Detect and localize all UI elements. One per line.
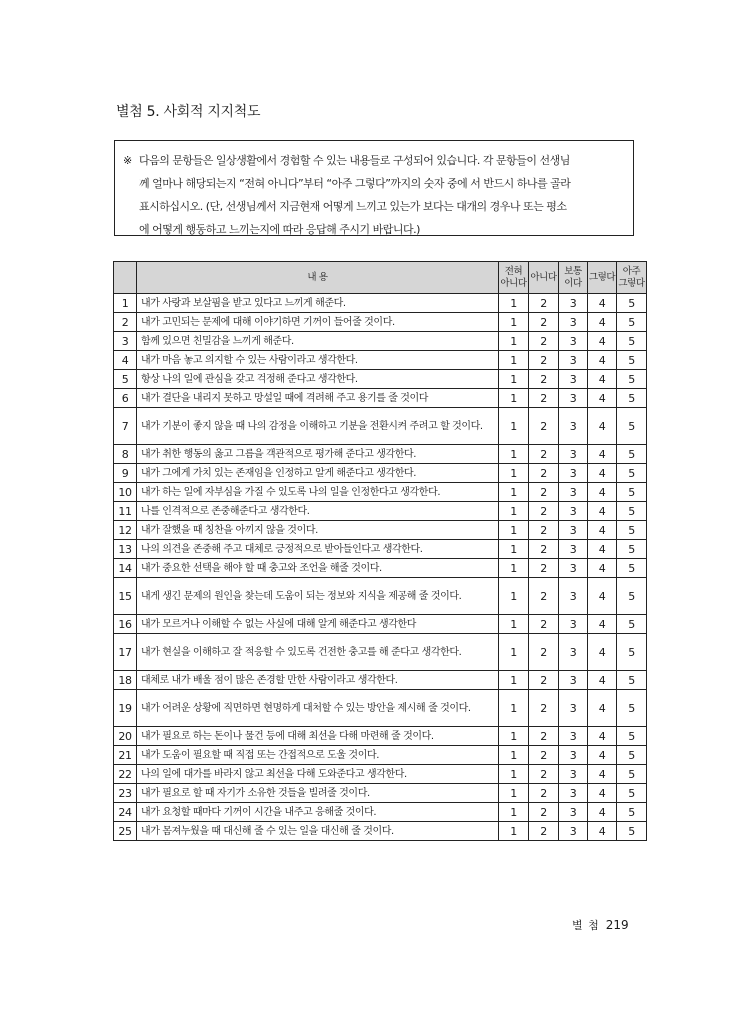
item-text: 내가 중요한 선택을 해야 할 때 충고와 조언을 해줄 것이다.: [137, 559, 499, 578]
scale-option-3[interactable]: 3: [559, 332, 588, 351]
scale-option-4[interactable]: 4: [588, 765, 617, 784]
scale-option-2[interactable]: 2: [529, 690, 559, 727]
item-number: 23: [114, 784, 137, 803]
scale-option-5[interactable]: 5: [617, 294, 647, 313]
table-row: [114, 822, 647, 841]
item-text: 내가 모르거나 이해할 수 없는 사실에 대해 알게 해준다고 생각한다: [137, 615, 499, 634]
item-text: 나의 일에 대가를 바라지 않고 최선을 다해 도와준다고 생각한다.: [137, 765, 499, 784]
scale-option-5[interactable]: 5: [617, 727, 647, 746]
scale-option-5[interactable]: 5: [617, 332, 647, 351]
header-response-2: [529, 262, 559, 294]
scale-option-2[interactable]: 2: [529, 389, 559, 408]
scale-option-5[interactable]: 5: [617, 634, 647, 671]
item-text: 내가 필요로 하는 돈이나 물건 등에 대해 최선을 다해 마련해 줄 것이다.: [137, 727, 499, 746]
item-text: 내게 생긴 문제의 원인을 찾는데 도움이 되는 정보와 지식을 제공해 줄 것이다.: [137, 578, 499, 615]
item-text: 내가 사랑과 보살핌을 받고 있다고 느끼게 해준다.: [137, 294, 499, 313]
scale-option-5[interactable]: 5: [617, 822, 647, 841]
item-number: 2: [114, 313, 137, 332]
table-row: [114, 389, 647, 408]
item-number: 1: [114, 294, 137, 313]
scale-option-1[interactable]: 1: [499, 502, 529, 521]
scale-option-1[interactable]: 1: [499, 822, 529, 841]
instruction-line: 표시하십시오. (단, 선생님께서 지금현재 어떻게 느끼고 있는가 보다는 대개의 경우나 또는 평소: [139, 200, 567, 213]
scale-option-2[interactable]: 2: [529, 332, 559, 351]
scale-option-2[interactable]: 2: [529, 502, 559, 521]
scale-option-1[interactable]: 1: [499, 389, 529, 408]
scale-option-1[interactable]: 1: [499, 294, 529, 313]
table-row: [114, 784, 647, 803]
scale-option-3[interactable]: 3: [559, 313, 588, 332]
scale-option-4[interactable]: 4: [588, 615, 617, 634]
reference-mark: ※: [123, 154, 132, 167]
response-label-line: 보통: [564, 265, 582, 277]
scale-option-4[interactable]: 4: [588, 521, 617, 540]
scale-option-3[interactable]: 3: [559, 521, 588, 540]
scale-option-5[interactable]: 5: [617, 765, 647, 784]
table-header-row: [114, 262, 647, 294]
table-row: [114, 727, 647, 746]
scale-option-1[interactable]: 1: [499, 313, 529, 332]
table-row: [114, 746, 647, 765]
page-title: 별첨 5. 사회적 지지척도: [116, 104, 261, 120]
scale-option-2[interactable]: 2: [529, 822, 559, 841]
table-row: [114, 502, 647, 521]
scale-option-2[interactable]: 2: [529, 464, 559, 483]
scale-option-5[interactable]: 5: [617, 690, 647, 727]
scale-option-2[interactable]: 2: [529, 784, 559, 803]
header-response-5: [617, 262, 647, 294]
item-text: 내가 도움이 필요할 때 직접 또는 간접적으로 도울 것이다.: [137, 746, 499, 765]
item-text: 내가 기분이 좋지 않을 때 나의 감정을 이해하고 기분을 전환시켜 주려고 할 것이다.: [137, 408, 499, 445]
item-number: 7: [114, 408, 137, 445]
scale-option-3[interactable]: 3: [559, 784, 588, 803]
scale-option-4[interactable]: 4: [588, 784, 617, 803]
instruction-line: 에 어떻게 행동하고 느끼는지에 따라 응답해 주시기 바랍니다.): [139, 223, 420, 236]
scale-option-2[interactable]: 2: [529, 351, 559, 370]
scale-option-1[interactable]: 1: [499, 464, 529, 483]
scale-option-4[interactable]: 4: [588, 671, 617, 690]
scale-option-4[interactable]: 4: [588, 502, 617, 521]
scale-option-4[interactable]: 4: [588, 578, 617, 615]
scale-option-2[interactable]: 2: [529, 408, 559, 445]
response-label-line: 아주: [622, 265, 641, 277]
header-response-4: [588, 262, 617, 294]
scale-option-5[interactable]: 5: [617, 313, 647, 332]
scale-option-3[interactable]: 3: [559, 502, 588, 521]
scale-option-3[interactable]: 3: [559, 408, 588, 445]
item-number: 16: [114, 615, 137, 634]
scale-option-5[interactable]: 5: [617, 483, 647, 502]
response-label-line: 아니다: [530, 271, 557, 283]
instruction-line: 다음의 문항들은 일상생활에서 경험할 수 있는 내용들로 구성되어 있습니다. 각 문항들이 선생님: [139, 154, 570, 167]
item-number: 18: [114, 671, 137, 690]
scale-option-1[interactable]: 1: [499, 445, 529, 464]
scale-option-2[interactable]: 2: [529, 578, 559, 615]
item-number: 13: [114, 540, 137, 559]
scale-option-4[interactable]: 4: [588, 690, 617, 727]
scale-option-4[interactable]: 4: [588, 803, 617, 822]
scale-option-3[interactable]: 3: [559, 615, 588, 634]
table-row: [114, 559, 647, 578]
scale-option-2[interactable]: 2: [529, 540, 559, 559]
scale-option-5[interactable]: 5: [617, 578, 647, 615]
item-text: 대체로 내가 배울 점이 많은 존경할 만한 사람이라고 생각한다.: [137, 671, 499, 690]
table-row: [114, 615, 647, 634]
scale-option-4[interactable]: 4: [588, 294, 617, 313]
item-text: 항상 나의 일에 관심을 갖고 걱정해 준다고 생각한다.: [137, 370, 499, 389]
item-text: 나의 의견을 존중해 주고 대체로 긍정적으로 받아들인다고 생각한다.: [137, 540, 499, 559]
scale-option-3[interactable]: 3: [559, 483, 588, 502]
scale-option-4[interactable]: 4: [588, 351, 617, 370]
item-text: 내가 몸져누웠을 때 대신해 줄 수 있는 일을 대신해 줄 것이다.: [137, 822, 499, 841]
scale-option-5[interactable]: 5: [617, 408, 647, 445]
scale-option-1[interactable]: 1: [499, 483, 529, 502]
scale-option-3[interactable]: 3: [559, 559, 588, 578]
instruction-line: 께 얼마나 해당되는지 “전혀 아니다”부터 “아주 그렇다”까지의 숫자 중에 서 반드시 하나를 골라: [139, 177, 571, 190]
item-number: 8: [114, 445, 137, 464]
scale-option-2[interactable]: 2: [529, 483, 559, 502]
table-row: [114, 578, 647, 615]
response-label-line: 아니다: [500, 277, 527, 289]
scale-option-4[interactable]: 4: [588, 634, 617, 671]
scale-option-5[interactable]: 5: [617, 746, 647, 765]
scale-option-5[interactable]: 5: [617, 389, 647, 408]
scale-option-1[interactable]: 1: [499, 746, 529, 765]
scale-option-2[interactable]: 2: [529, 727, 559, 746]
item-text: 내가 잘했을 때 칭찬을 아끼지 않을 것이다.: [137, 521, 499, 540]
scale-option-2[interactable]: 2: [529, 370, 559, 389]
scale-option-2[interactable]: 2: [529, 765, 559, 784]
item-number: 9: [114, 464, 137, 483]
scale-option-4[interactable]: 4: [588, 370, 617, 389]
scale-option-2[interactable]: 2: [529, 803, 559, 822]
scale-option-1[interactable]: 1: [499, 615, 529, 634]
scale-option-1[interactable]: 1: [499, 332, 529, 351]
scale-option-5[interactable]: 5: [617, 370, 647, 389]
scale-option-3[interactable]: 3: [559, 464, 588, 483]
scale-option-1[interactable]: 1: [499, 370, 529, 389]
scale-option-3[interactable]: 3: [559, 690, 588, 727]
item-text: 내가 그에게 가치 있는 존재임을 인정하고 알게 해준다고 생각한다.: [137, 464, 499, 483]
item-number: 4: [114, 351, 137, 370]
scale-option-3[interactable]: 3: [559, 445, 588, 464]
item-number: 6: [114, 389, 137, 408]
item-number: 21: [114, 746, 137, 765]
item-number: 25: [114, 822, 137, 841]
scale-option-4[interactable]: 4: [588, 483, 617, 502]
scale-option-1[interactable]: 1: [499, 727, 529, 746]
item-text: 내가 취한 행동의 옳고 그름을 객관적으로 평가해 준다고 생각한다.: [137, 445, 499, 464]
scale-option-1[interactable]: 1: [499, 803, 529, 822]
social-support-scale-table: [113, 261, 647, 841]
scale-option-5[interactable]: 5: [617, 784, 647, 803]
scale-option-2[interactable]: 2: [529, 313, 559, 332]
scale-option-3[interactable]: 3: [559, 578, 588, 615]
page-number: 219: [605, 918, 629, 932]
table-row: [114, 351, 647, 370]
item-text: 내가 필요로 할 때 자기가 소유한 것들을 빌려줄 것이다.: [137, 784, 499, 803]
scale-option-3[interactable]: 3: [559, 294, 588, 313]
scale-option-2[interactable]: 2: [529, 294, 559, 313]
scale-option-3[interactable]: 3: [559, 746, 588, 765]
table-row: [114, 521, 647, 540]
scale-option-2[interactable]: 2: [529, 615, 559, 634]
table-row: [114, 483, 647, 502]
item-text: 함께 있으면 친밀감을 느끼게 해준다.: [137, 332, 499, 351]
item-number: 11: [114, 502, 137, 521]
table-body: [114, 294, 647, 841]
item-number: 17: [114, 634, 137, 671]
table-row: [114, 803, 647, 822]
response-label-line: 그렇다: [588, 271, 616, 283]
item-text: 내가 어려운 상황에 직면하면 현명하게 대처할 수 있는 방안을 제시해 줄 것이다.: [137, 690, 499, 727]
scale-option-3[interactable]: 3: [559, 727, 588, 746]
item-number: 20: [114, 727, 137, 746]
scale-option-2[interactable]: 2: [529, 559, 559, 578]
scale-option-1[interactable]: 1: [499, 690, 529, 727]
item-text: 내가 요청할 때마다 기꺼이 시간을 내주고 응해줄 것이다.: [137, 803, 499, 822]
header-response-1: [499, 262, 529, 294]
table-row: [114, 313, 647, 332]
scale-option-3[interactable]: 3: [559, 671, 588, 690]
scale-option-5[interactable]: 5: [617, 615, 647, 634]
scale-option-1[interactable]: 1: [499, 521, 529, 540]
item-number: 15: [114, 578, 137, 615]
item-number: 14: [114, 559, 137, 578]
header-response-3: [559, 262, 588, 294]
scale-option-1[interactable]: 1: [499, 408, 529, 445]
item-number: 5: [114, 370, 137, 389]
scale-option-5[interactable]: 5: [617, 445, 647, 464]
header-number: [114, 262, 137, 294]
scale-option-4[interactable]: 4: [588, 559, 617, 578]
scale-option-5[interactable]: 5: [617, 351, 647, 370]
table-row: [114, 634, 647, 671]
scale-option-3[interactable]: 3: [559, 351, 588, 370]
header-content: 내 용: [137, 262, 499, 294]
scale-option-1[interactable]: 1: [499, 351, 529, 370]
item-number: 12: [114, 521, 137, 540]
scale-option-5[interactable]: 5: [617, 671, 647, 690]
table-row: [114, 294, 647, 313]
table-row: [114, 765, 647, 784]
table-row: [114, 408, 647, 445]
item-text: 내가 현실을 이해하고 잘 적응할 수 있도록 건전한 충고를 해 준다고 생각한다.: [137, 634, 499, 671]
scale-option-2[interactable]: 2: [529, 521, 559, 540]
item-number: 10: [114, 483, 137, 502]
table-row: [114, 370, 647, 389]
item-number: 22: [114, 765, 137, 784]
scale-option-3[interactable]: 3: [559, 540, 588, 559]
scale-option-4[interactable]: 4: [588, 408, 617, 445]
item-text: 내가 고민되는 문제에 대해 이야기하면 기꺼이 들어줄 것이다.: [137, 313, 499, 332]
scale-option-1[interactable]: 1: [499, 578, 529, 615]
scale-option-4[interactable]: 4: [588, 389, 617, 408]
item-text: 나를 인격적으로 존중해준다고 생각한다.: [137, 502, 499, 521]
item-text: 내가 하는 일에 자부심을 가질 수 있도록 나의 일을 인정한다고 생각한다.: [137, 483, 499, 502]
scale-option-1[interactable]: 1: [499, 540, 529, 559]
scale-option-4[interactable]: 4: [588, 445, 617, 464]
scale-option-3[interactable]: 3: [559, 803, 588, 822]
table-row: [114, 671, 647, 690]
scale-option-4[interactable]: 4: [588, 313, 617, 332]
scale-option-4[interactable]: 4: [588, 727, 617, 746]
scale-option-1[interactable]: 1: [499, 765, 529, 784]
scale-option-4[interactable]: 4: [588, 822, 617, 841]
scale-option-3[interactable]: 3: [559, 634, 588, 671]
scale-option-1[interactable]: 1: [499, 671, 529, 690]
scale-option-3[interactable]: 3: [559, 822, 588, 841]
scale-option-3[interactable]: 3: [559, 765, 588, 784]
item-text: 내가 결단을 내리지 못하고 망설일 때에 격려해 주고 용기를 줄 것이다: [137, 389, 499, 408]
table-row: [114, 690, 647, 727]
item-number: 24: [114, 803, 137, 822]
item-number: 3: [114, 332, 137, 351]
scale-option-4[interactable]: 4: [588, 332, 617, 351]
scale-option-5[interactable]: 5: [617, 521, 647, 540]
scale-option-1[interactable]: 1: [499, 634, 529, 671]
table-row: [114, 540, 647, 559]
scale-option-1[interactable]: 1: [499, 784, 529, 803]
scale-option-4[interactable]: 4: [588, 746, 617, 765]
table-row: [114, 332, 647, 351]
scale-option-3[interactable]: 3: [559, 370, 588, 389]
response-label-line: 전혀: [504, 265, 523, 277]
scale-option-4[interactable]: 4: [588, 540, 617, 559]
item-number: 19: [114, 690, 137, 727]
footer-label: 별 첨: [572, 919, 600, 932]
response-label-line: 이다: [564, 277, 582, 289]
scale-option-1[interactable]: 1: [499, 559, 529, 578]
response-label-line: 그렇다: [618, 277, 645, 289]
table-row: [114, 464, 647, 483]
table-row: [114, 445, 647, 464]
scale-option-4[interactable]: 4: [588, 464, 617, 483]
page-footer: [572, 917, 629, 933]
instruction-box: [114, 140, 634, 236]
scale-option-5[interactable]: 5: [617, 464, 647, 483]
scale-option-5[interactable]: 5: [617, 502, 647, 521]
item-text: 내가 마음 놓고 의지할 수 있는 사람이라고 생각한다.: [137, 351, 499, 370]
scale-option-5[interactable]: 5: [617, 803, 647, 822]
scale-option-2[interactable]: 2: [529, 746, 559, 765]
scale-option-2[interactable]: 2: [529, 671, 559, 690]
scale-option-2[interactable]: 2: [529, 445, 559, 464]
scale-option-3[interactable]: 3: [559, 389, 588, 408]
scale-option-5[interactable]: 5: [617, 559, 647, 578]
scale-option-2[interactable]: 2: [529, 634, 559, 671]
scale-option-5[interactable]: 5: [617, 540, 647, 559]
